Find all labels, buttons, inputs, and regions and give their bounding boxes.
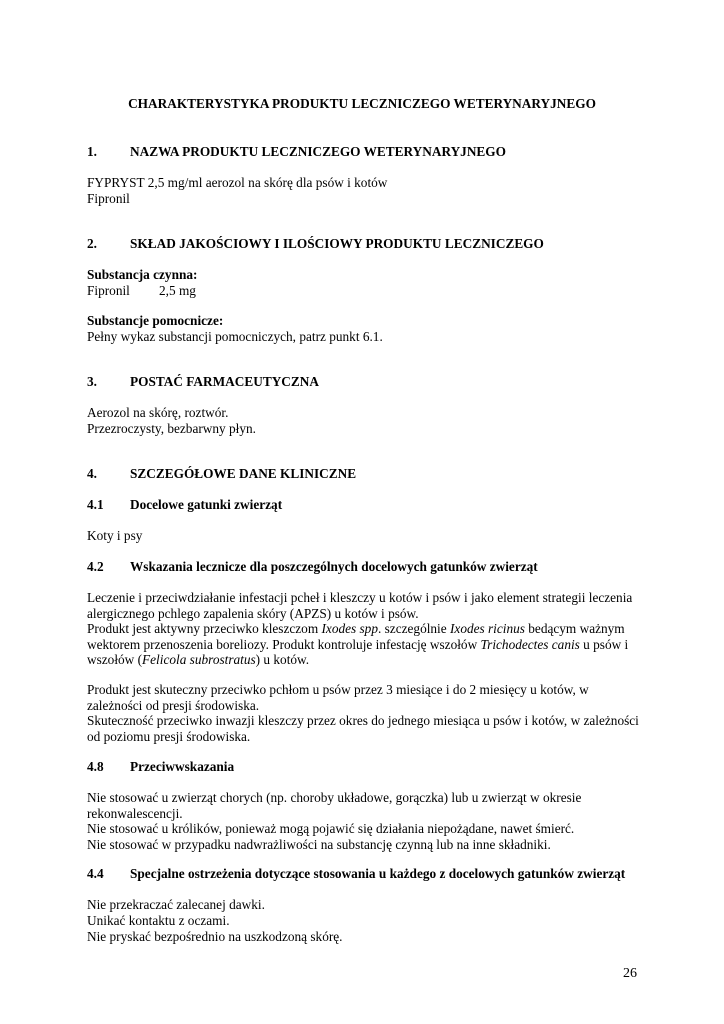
section-title: Wskazania lecznicze dla poszczególnych docelowych gatunków zwierząt xyxy=(130,559,538,574)
section-4-4-line-2: Unikać kontaktu z oczami. xyxy=(87,913,230,928)
section-4-2-paragraph-4: Skuteczność przeciwko inwazji kleszczy przez okres do jednego miesiąca u psów i kotów, w zależności od poziomu presji środowiska. xyxy=(87,713,639,744)
section-1-line-2: Fipronil xyxy=(87,191,130,206)
section-1-heading xyxy=(87,144,642,160)
section-title: POSTAĆ FARMACEUTYCZNA xyxy=(130,374,319,389)
section-title: Specjalne ostrzeżenia dotyczące stosowania u każdego z docelowych gatunków zwierząt xyxy=(130,866,626,881)
excipients-text: Pełny wykaz substancji pomocniczych, patrz punkt 6.1. xyxy=(87,329,383,344)
section-4-2-paragraph-2 xyxy=(87,621,642,668)
section-title: Przeciwwskazania xyxy=(130,759,235,774)
section-4-8-paragraph-3: Nie stosować w przypadku nadwrażliwości na substancję czynną lub na inne składniki. xyxy=(87,837,551,852)
section-number: 4.2 xyxy=(87,559,104,574)
section-4-4-heading xyxy=(87,866,642,882)
active-substance-row xyxy=(87,283,642,299)
text-run: u psów i wszołów ( xyxy=(87,636,629,668)
section-4-heading xyxy=(87,466,642,482)
text-run: . szczególnie xyxy=(377,621,450,636)
section-3-line-2: Przezroczysty, bezbarwny płyn. xyxy=(87,421,256,436)
section-4-1-heading xyxy=(87,497,642,513)
section-title: SZCZEGÓŁOWE DANE KLINICZNE xyxy=(130,466,357,481)
section-number: 4.4 xyxy=(87,866,104,881)
section-4-2-paragraph-3: Produkt jest skuteczny przeciwko pchłom u psów przez 3 miesiące i do 2 miesięcy u kotów, w zależności od presji środowiska. xyxy=(87,682,589,713)
section-title: SKŁAD JAKOŚCIOWY I ILOŚCIOWY PRODUKTU LECZNICZEGO xyxy=(130,236,544,251)
species-name: Trichodectes canis xyxy=(480,636,580,652)
text-run: Produkt jest aktywny przeciwko kleszczom xyxy=(87,621,322,636)
section-4-1-text: Koty i psy xyxy=(87,528,143,543)
active-substance-name: Fipronil xyxy=(87,283,130,298)
section-4-8-heading xyxy=(87,759,642,775)
section-4-4-line-3: Nie pryskać bezpośrednio na uszkodzoną skórę. xyxy=(87,929,343,944)
section-title: Docelowe gatunki zwierząt xyxy=(130,497,283,512)
species-name: Ixodes spp xyxy=(321,621,378,636)
document-title: CHARAKTERYSTYKA PRODUKTU LECZNICZEGO WETERYNARYJNEGO xyxy=(128,96,596,111)
page-number: 26 xyxy=(623,966,637,981)
section-number: 3. xyxy=(87,374,97,389)
text-run: bedącym ważnym wektorem przenoszenia boreliozy. Produkt kontroluje infestację wszołów xyxy=(87,621,625,652)
section-3-line-1: Aerozol na skórę, roztwór. xyxy=(87,405,229,420)
section-1-line-1: FYPRYST 2,5 mg/ml aerozol na skórę dla psów i kotów xyxy=(87,175,388,190)
section-4-2-paragraph-1: Leczenie i przeciwdziałanie infestacji pcheł i kleszczy u kotów i psów i jako element strategii leczenia alergicznego pchlego zapalenia skóry (APZS) u kotów i psów. xyxy=(87,590,633,621)
section-4-8-paragraph-1: Nie stosować u zwierząt chorych (np. choroby układowe, gorączka) lub u zwierząt w okresie rekonwalescencji. xyxy=(87,790,582,821)
active-substance-label: Substancja czynna: xyxy=(87,267,198,282)
active-substance-amount: 2,5 mg xyxy=(159,283,196,298)
section-3-heading xyxy=(87,374,642,390)
section-2-heading xyxy=(87,236,642,252)
section-number: 1. xyxy=(87,144,97,159)
excipients-label: Substancje pomocnicze: xyxy=(87,313,224,328)
section-title: NAZWA PRODUKTU LECZNICZEGO WETERYNARYJNEGO xyxy=(130,144,506,159)
section-number: 2. xyxy=(87,236,97,251)
species-name: Felicola subrostratus xyxy=(142,652,256,668)
text-run: ) u kotów. xyxy=(255,652,310,668)
section-number: 4.8 xyxy=(87,759,104,774)
section-number: 4.1 xyxy=(87,497,104,512)
section-number: 4. xyxy=(87,466,97,481)
species-name: Ixodes ricinus xyxy=(449,621,525,636)
section-4-2-heading xyxy=(87,559,642,575)
section-4-4-line-1: Nie przekraczać zalecanej dawki. xyxy=(87,897,265,912)
section-4-8-paragraph-2: Nie stosować u królików, ponieważ mogą pojawić się działania niepożądane, nawet śmierć. xyxy=(87,821,575,836)
